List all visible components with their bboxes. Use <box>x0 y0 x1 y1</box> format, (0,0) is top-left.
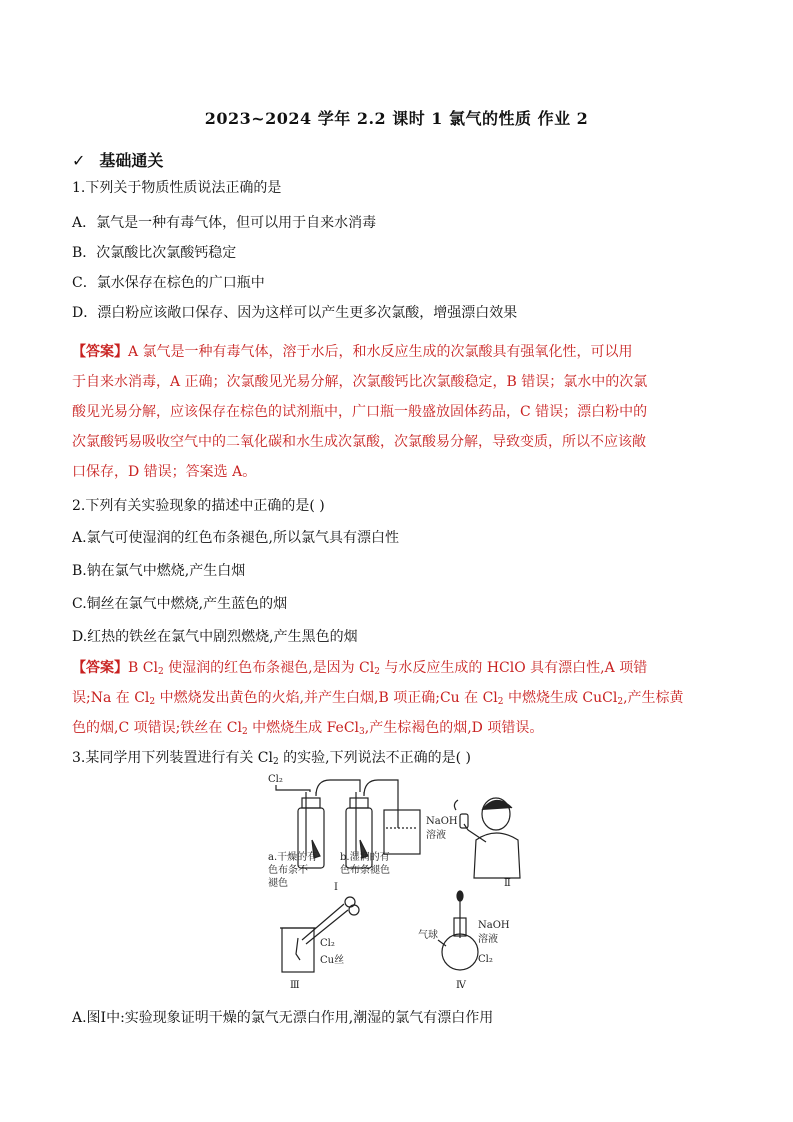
answer-text: 误;Na 在 Cl <box>72 690 150 706</box>
stem-text: 的实验,下列说法不正确的是( ) <box>278 750 472 766</box>
figure-4-label: Ⅳ <box>456 980 466 991</box>
answer-text: ,产生棕褐色的烟,D 项错误。 <box>364 720 544 736</box>
apparatus-figure <box>250 770 570 1000</box>
naoh-label: NaOH <box>426 816 458 827</box>
label-a-line3: 褪色 <box>268 878 288 889</box>
label-a-line1: a.干燥的有 <box>268 852 318 863</box>
section-label: 基础通关 <box>99 151 164 170</box>
stem-text: 3.某同学用下列装置进行有关 Cl <box>72 750 273 766</box>
q1-option-d: D．漂白粉应该敞口保存、因为这样可以产生更多次氯酸，增强漂白效果 <box>72 305 518 321</box>
q2-option-d: D.红热的铁丝在氯气中剧烈燃烧,产生黑色的烟 <box>72 629 358 645</box>
page-title: 2023~2024 学年 2.2 课时 1 氯气的性质 作业 2 <box>204 109 589 128</box>
answer-text: ,产生棕黄 <box>623 690 684 706</box>
bottle-b-stopper <box>350 798 368 808</box>
inlet-tube <box>286 790 310 792</box>
q1-answer-line: 于自来水消毒，A 正确；次氯酸见光易分解，次氯酸钙比次氯酸稳定，B 错误；氯水中的次氯 <box>72 374 648 390</box>
subscript: 2 <box>374 667 380 677</box>
q1-option-c: C．氯水保存在棕色的广口瓶中 <box>72 275 265 291</box>
dropper-bulb <box>457 891 463 901</box>
figure-2-label: Ⅱ <box>504 878 511 889</box>
cu-wire <box>296 938 300 960</box>
subscript: 2 <box>273 757 279 767</box>
cl2-flask-label: Cl₂ <box>478 954 493 965</box>
subscript: 3 <box>359 727 365 737</box>
round-flask <box>442 934 478 970</box>
q2-option-c: C.铜丝在氯气中燃烧,产生蓝色的烟 <box>72 596 288 612</box>
cl2-jar-label: Cl₂ <box>320 938 335 949</box>
q1-stem: 1.下列关于物质性质说法正确的是 <box>72 180 282 196</box>
answer-text: 中燃烧生成 CuCl <box>503 690 618 706</box>
q2-answer-line <box>72 688 722 708</box>
subscript: 2 <box>149 697 156 707</box>
bottle-a-stopper <box>302 798 320 808</box>
naoh-label-2: NaOH <box>478 920 510 931</box>
q1-answer-line: 次氯酸钙易吸收空气中的二氧化碳和水生成次氯酸，次氯酸易分解，导致变质，所以不应该敞 <box>72 434 646 450</box>
section-heading <box>72 148 163 171</box>
q2-stem: 2.下列有关实验现象的描述中正确的是( ) <box>72 498 325 514</box>
check-icon: ✓ <box>72 151 86 170</box>
answer-text: 与水反应生成的 HClO 具有漂白性,A 项错 <box>379 660 648 676</box>
answer-text: 中燃烧生成 FeCl <box>247 720 360 736</box>
answer-text: 色的烟,C 项错误;铁丝在 Cl <box>72 720 242 736</box>
subscript: 2 <box>497 697 504 707</box>
cl2-label: Cl₂ <box>268 774 283 785</box>
tongs-illustration <box>302 897 359 944</box>
gas-label: 气球 <box>418 930 438 941</box>
label-b-line1: b.湿润的有 <box>340 852 390 863</box>
solution-label: 溶液 <box>426 830 446 841</box>
q1-answer-line: 酸见光易分解，应该保存在棕色的试剂瓶中，广口瓶一般盛放固体药品，C 错误；漂白粉中的 <box>72 404 648 420</box>
answer-tag: 【答案】 <box>72 344 128 360</box>
subscript: 2 <box>157 667 164 677</box>
beaker <box>384 810 420 854</box>
q1-answer-line: 口保存，D 错误；答案选 A。 <box>72 464 257 480</box>
q1-option-b: B．次氯酸比次氯酸钙稳定 <box>72 245 237 261</box>
figure-1-label: Ⅰ <box>334 882 338 893</box>
answer-tag: 【答案】 <box>72 660 128 676</box>
answer-text: 使湿润的红色布条褪色,是因为 Cl <box>163 660 375 676</box>
label-b-line2: 色布条褪色 <box>340 865 390 876</box>
q2-answer-line <box>72 718 722 738</box>
person-illustration <box>454 798 520 878</box>
q3-option-a: A.图Ⅰ中:实验现象证明干燥的氯气无漂白作用,潮湿的氯气有漂白作用 <box>72 1010 494 1026</box>
q1-option-a: A．氯气是一种有毒气体，但可以用于自来水消毒 <box>72 215 377 231</box>
q3-stem <box>72 748 722 768</box>
label-a-line2: 色布条不 <box>268 865 308 876</box>
q2-answer-line <box>72 658 722 678</box>
cu-wire-label: Cu丝 <box>320 955 345 966</box>
q2-option-a: A.氯气可使湿润的红色布条褪色,所以氯气具有漂白性 <box>72 530 400 546</box>
answer-text: 中燃烧发出黄色的火焰,并产生白烟,B 项正确;Cu 在 Cl <box>155 690 498 706</box>
answer-text: B Cl <box>128 660 158 676</box>
answer-text: A 氯气是一种有毒气体，溶于水后，和水反应生成的次氯酸具有强氧化性，可以用 <box>128 344 633 360</box>
q2-option-b: B.钠在氯气中燃烧,产生白烟 <box>72 563 246 579</box>
q1-answer-line <box>72 342 722 362</box>
subscript: 2 <box>241 727 248 737</box>
subscript: 2 <box>617 697 624 707</box>
inlet-arrow <box>276 785 286 790</box>
solution-label-2: 溶液 <box>478 934 498 945</box>
figure-3-label: Ⅲ <box>290 980 300 991</box>
